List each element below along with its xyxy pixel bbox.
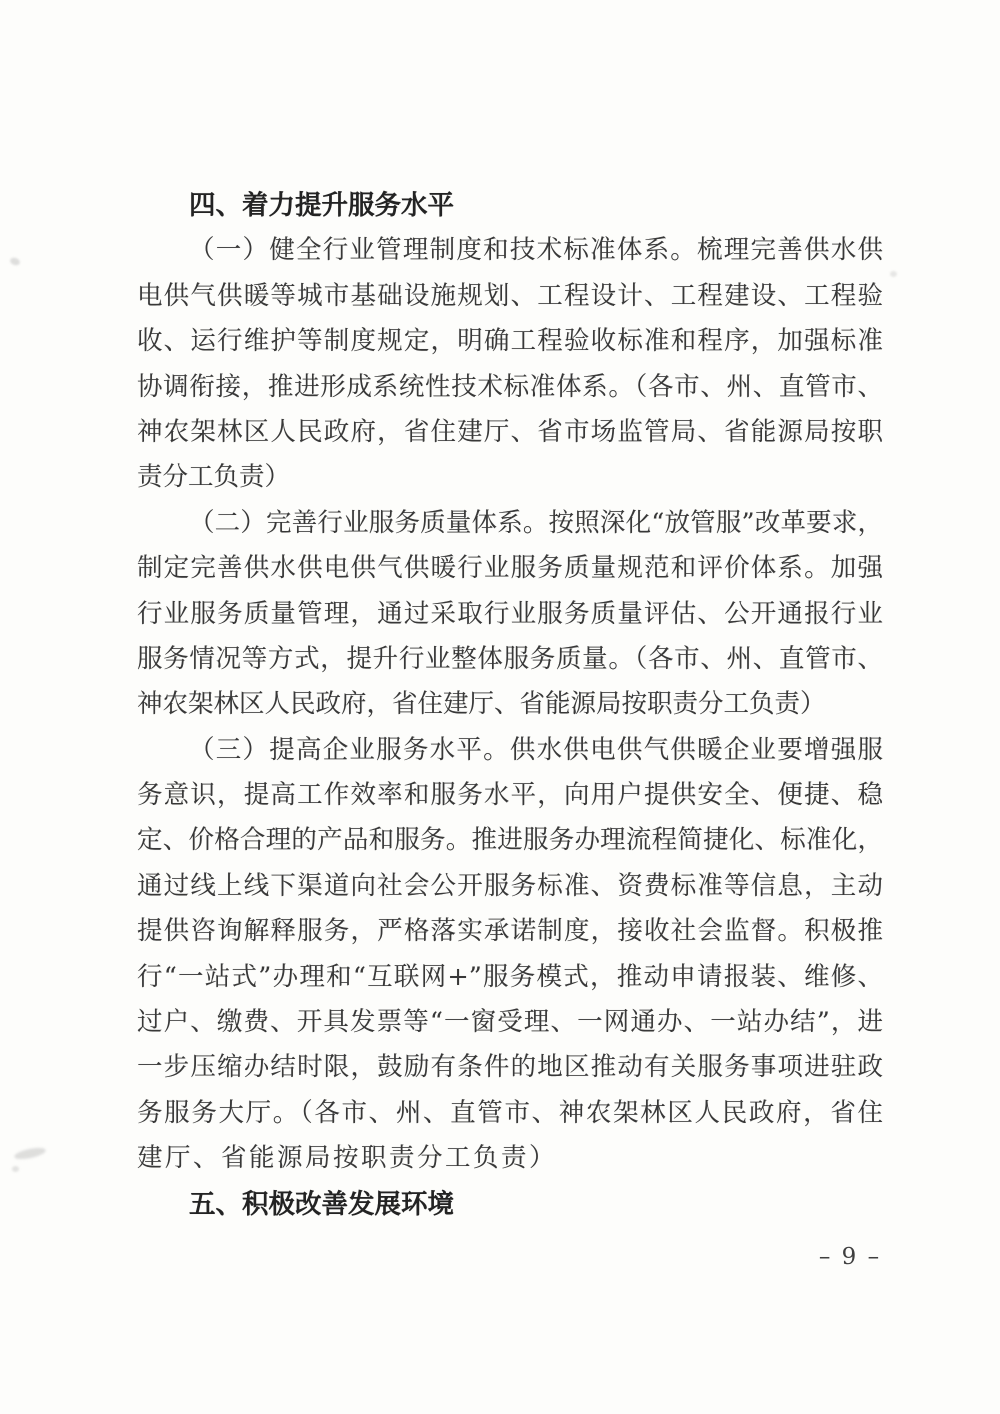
text-line: 一步压缩办结时限，鼓励有条件的地区推动有关服务事项进驻政 bbox=[137, 1052, 883, 1083]
text-line: 过户、缴费、开具发票等“一窗受理、一网通办、一站办结”，进 bbox=[137, 1007, 883, 1038]
page-number: – 9 – bbox=[818, 1244, 882, 1270]
text-line: 务意识，提高工作效率和服务水平，向用户提供安全、便捷、稳 bbox=[137, 780, 883, 811]
text-line: 行业服务质量管理，通过采取行业服务质量评估、公开通报行业 bbox=[137, 598, 883, 629]
text-line: 建厅、省能源局按职责分工负责） bbox=[137, 1143, 558, 1174]
text-line: 制定完善供水供电供气供暖行业服务质量规范和评价体系。加强 bbox=[137, 553, 883, 584]
scan-artifact bbox=[13, 1146, 46, 1161]
text-line: 协调衔接，推进形成系统性技术标准体系。（各市、州、直管市、 bbox=[137, 371, 883, 402]
text-line: 通过线上线下渠道向社会公开服务标准、资费标准等信息，主动 bbox=[137, 870, 883, 901]
text-line: 神农架林区人民政府，省住建厅、省市场监管局、省能源局按职 bbox=[137, 416, 883, 447]
scan-artifact bbox=[890, 271, 897, 277]
text-line: 提供咨询解释服务，严格落实承诺制度，接收社会监督。积极推 bbox=[137, 916, 883, 947]
text-line: 务服务大厅。（各市、州、直管市、神农架林区人民政府，省住 bbox=[137, 1097, 883, 1128]
text-line: 电供气供暖等城市基础设施规划、工程设计、工程建设、工程验 bbox=[137, 280, 883, 311]
text-line: 行“一站式”办理和“互联网+”服务模式，推动申请报装、维修、 bbox=[137, 961, 883, 992]
text-line: 定、价格合理的产品和服务。推进服务办理流程简捷化、标准化， bbox=[137, 825, 883, 856]
text-line: 服务情况等方式，提升行业整体服务质量。（各市、州、直管市、 bbox=[137, 643, 883, 674]
scan-artifact bbox=[9, 257, 21, 267]
text-line: （一）健全行业管理制度和技术标准体系。梳理完善供水供 bbox=[189, 235, 883, 266]
text-block bbox=[137, 183, 883, 1227]
text-line: 神农架林区人民政府，省住建厅、省能源局按职责分工负责） bbox=[137, 689, 826, 720]
text-line: （三）提高企业服务水平。供水供电供气供暖企业要增强服 bbox=[189, 734, 883, 765]
text-line: 责分工负责） bbox=[137, 462, 291, 493]
scan-artifact bbox=[12, 1166, 19, 1172]
section-heading: 四、着力提升服务水平 bbox=[189, 190, 454, 221]
text-line: 收、运行维护等制度规定，明确工程验收标准和程序，加强标准 bbox=[137, 326, 883, 357]
section-heading: 五、积极改善发展环境 bbox=[189, 1188, 454, 1220]
text-line: （二）完善行业服务质量体系。按照深化“放管服”改革要求， bbox=[189, 507, 883, 538]
